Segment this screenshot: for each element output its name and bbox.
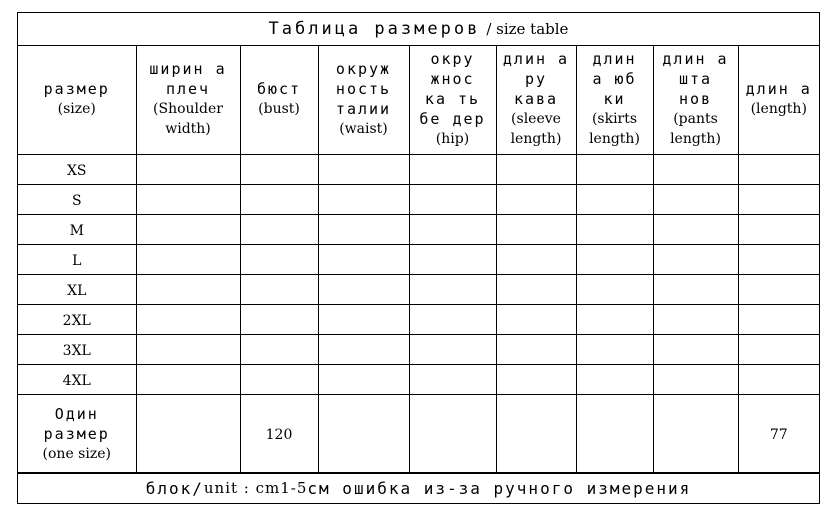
size-cell: [18, 154, 136, 184]
one-size-bust: [240, 394, 318, 473]
header-row: [18, 45, 819, 154]
empty-cell: [576, 334, 653, 364]
header-length: [738, 45, 819, 154]
empty-cell: [318, 214, 409, 244]
empty-cell: [496, 244, 576, 274]
empty-cell: [240, 214, 318, 244]
empty-cell: [738, 364, 819, 394]
empty-cell: [738, 244, 819, 274]
size-label: 4XL: [62, 372, 91, 389]
header-skirts: [576, 45, 653, 154]
header-hip-ru: окру жнос ка ть бе дер: [419, 50, 486, 129]
empty-cell: [318, 304, 409, 334]
length-value: 77: [769, 427, 788, 443]
table-row: [18, 244, 819, 274]
title-ru: Таблица размеров: [268, 19, 481, 39]
empty-cell: [409, 184, 496, 214]
header-shoulder-en: (Shoulder width): [153, 101, 223, 138]
size-label: 3XL: [62, 342, 91, 359]
bust-value: 120: [265, 427, 293, 443]
empty-cell: [576, 154, 653, 184]
empty-cell: [240, 304, 318, 334]
empty-cell: [409, 274, 496, 304]
size-table: [18, 45, 819, 474]
size-cell: [18, 244, 136, 274]
header-bust: [240, 45, 318, 154]
empty-cell: [409, 214, 496, 244]
size-label: XS: [66, 162, 87, 179]
footer-ru-prefix: блок/: [145, 478, 204, 498]
footer-unit: unit : cm: [203, 479, 281, 497]
empty-cell: [240, 184, 318, 214]
header-shoulder-ru: ширин а плеч: [149, 60, 227, 99]
empty-cell: [240, 154, 318, 184]
header-pants-en: (pants length): [670, 111, 721, 148]
size-label: M: [69, 222, 84, 239]
footer-ru-suffix: см ошибка из-за ручного измерения: [307, 478, 692, 498]
size-label: 2XL: [62, 312, 91, 329]
one-size-row: [18, 394, 819, 473]
empty-cell: [136, 244, 240, 274]
empty-cell: [409, 304, 496, 334]
empty-cell: [496, 214, 576, 244]
empty-cell: [653, 364, 738, 394]
empty-cell: [409, 394, 496, 473]
header-hip-en: (hip): [435, 131, 470, 148]
size-cell: [18, 214, 136, 244]
table-row: [18, 304, 819, 334]
empty-cell: [576, 274, 653, 304]
empty-cell: [409, 364, 496, 394]
one-size-en: (one size): [42, 445, 111, 462]
header-skirts-en: (skirts length): [589, 111, 640, 148]
empty-cell: [136, 214, 240, 244]
empty-cell: [496, 154, 576, 184]
empty-cell: [318, 244, 409, 274]
empty-cell: [409, 244, 496, 274]
size-cell: [18, 304, 136, 334]
one-size-label-cell: [18, 394, 136, 473]
empty-cell: [738, 274, 819, 304]
empty-cell: [136, 274, 240, 304]
header-size: [18, 45, 136, 154]
one-size-ru: Один размер: [43, 404, 110, 443]
empty-cell: [653, 334, 738, 364]
header-length-en: (length): [750, 101, 807, 118]
header-pants: [653, 45, 738, 154]
header-sleeve-en: (sleeve length): [510, 111, 562, 148]
empty-cell: [653, 304, 738, 334]
empty-cell: [240, 274, 318, 304]
table-row: [18, 184, 819, 214]
header-pants-ru: длин а шта нов: [662, 50, 729, 109]
empty-cell: [136, 364, 240, 394]
table-row: [18, 214, 819, 244]
empty-cell: [496, 304, 576, 334]
table-row: [18, 334, 819, 364]
empty-cell: [576, 244, 653, 274]
empty-cell: [240, 244, 318, 274]
empty-cell: [738, 334, 819, 364]
empty-cell: [738, 154, 819, 184]
empty-cell: [136, 334, 240, 364]
empty-cell: [318, 274, 409, 304]
header-waist-en: (waist): [339, 121, 388, 138]
size-label: S: [71, 192, 82, 209]
empty-cell: [240, 334, 318, 364]
empty-cell: [653, 154, 738, 184]
header-waist-ru: окруж ность талии: [335, 60, 392, 119]
header-shoulder: [136, 45, 240, 154]
empty-cell: [738, 184, 819, 214]
one-size-length: [738, 394, 819, 473]
empty-cell: [318, 334, 409, 364]
header-hip: [409, 45, 496, 154]
empty-cell: [318, 154, 409, 184]
empty-cell: [653, 214, 738, 244]
empty-cell: [318, 394, 409, 473]
empty-cell: [136, 154, 240, 184]
header-length-ru: длин а: [745, 80, 812, 99]
table-row: [18, 274, 819, 304]
empty-cell: [738, 304, 819, 334]
measurement-note: [18, 472, 819, 503]
size-cell: [18, 334, 136, 364]
empty-cell: [576, 214, 653, 244]
header-bust-ru: бюст: [256, 80, 302, 99]
empty-cell: [576, 304, 653, 334]
empty-cell: [409, 334, 496, 364]
size-cell: [18, 364, 136, 394]
footer-range: 1-5: [280, 479, 308, 497]
header-skirts-ru: длин а юб ки: [592, 50, 637, 109]
header-waist: [318, 45, 409, 154]
header-size-en: (size): [57, 101, 96, 118]
empty-cell: [576, 364, 653, 394]
empty-cell: [496, 334, 576, 364]
empty-cell: [738, 214, 819, 244]
header-sleeve: [496, 45, 576, 154]
header-bust-en: (bust): [258, 101, 300, 118]
empty-cell: [653, 274, 738, 304]
title-en: / size table: [486, 20, 569, 38]
empty-cell: [496, 184, 576, 214]
header-sleeve-ru: длин а ру кава: [502, 50, 570, 109]
header-size-ru: размер: [43, 80, 110, 99]
empty-cell: [576, 184, 653, 214]
size-table-frame: [17, 12, 820, 504]
size-label: XL: [67, 282, 87, 299]
empty-cell: [576, 394, 653, 473]
empty-cell: [240, 364, 318, 394]
empty-cell: [136, 394, 240, 473]
empty-cell: [496, 274, 576, 304]
empty-cell: [653, 184, 738, 214]
table-title: [18, 13, 819, 46]
table-row: [18, 364, 819, 394]
empty-cell: [496, 364, 576, 394]
empty-cell: [136, 184, 240, 214]
empty-cell: [409, 154, 496, 184]
empty-cell: [318, 364, 409, 394]
empty-cell: [496, 394, 576, 473]
empty-cell: [136, 304, 240, 334]
size-cell: [18, 184, 136, 214]
size-cell: [18, 274, 136, 304]
size-label: L: [72, 252, 82, 269]
table-row: [18, 154, 819, 184]
empty-cell: [318, 184, 409, 214]
empty-cell: [653, 394, 738, 473]
empty-cell: [653, 244, 738, 274]
